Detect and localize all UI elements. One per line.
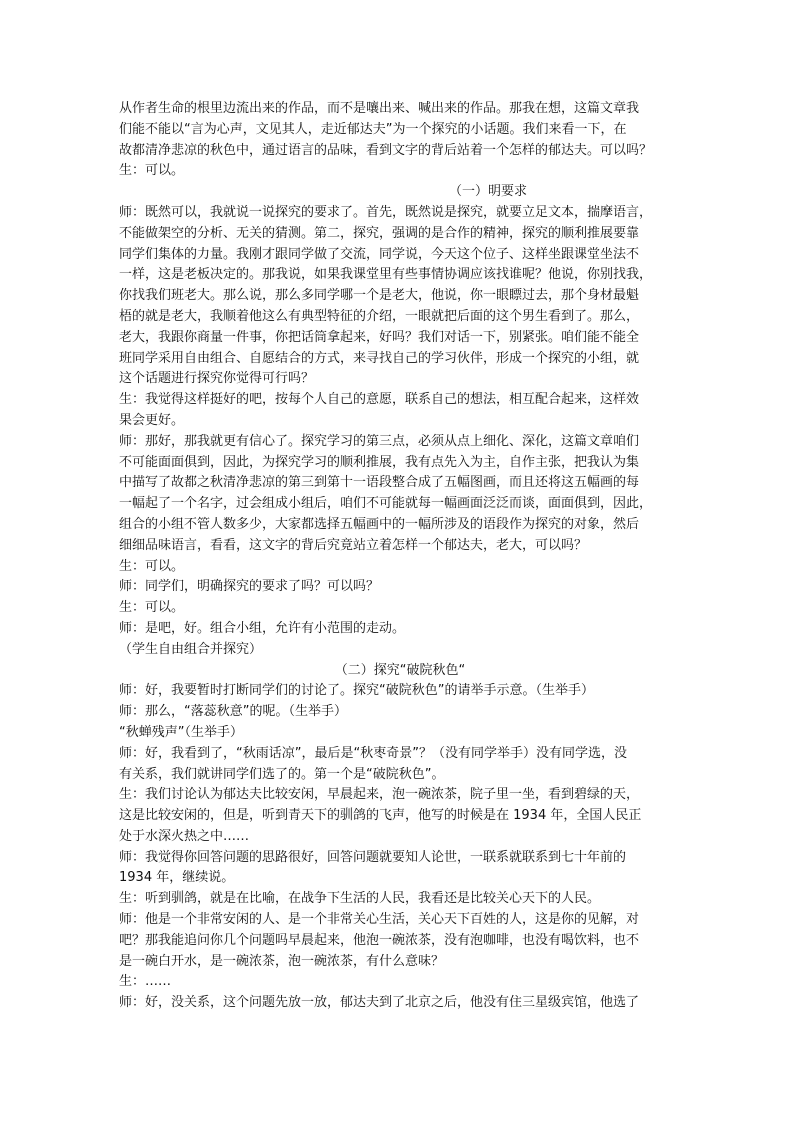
paragraph-line: 师：好，我看到了，“秋雨话凉”，最后是“秋枣奇景”？（没有同学举手）没有同学选，没 xyxy=(119,745,627,761)
paragraph-line: 不可能面面俱到，因此，为探究学习的顺利推展，我有点先入为主，自作主张，把我认为集 xyxy=(119,454,640,470)
student-reply: 生：可以。 xyxy=(119,600,185,616)
paragraph-line: 故都清净悲凉的秋色中，通过语言的品味，看到文字的背后站着一个怎样的郁达夫。可以吗？ xyxy=(119,142,653,158)
paragraph-line: 生：听到驯鸽，就是在比喻，在战争下生活的人民，我看还是比较关心天下的人民。 xyxy=(119,891,601,907)
paragraph-line: 师：同学们，明确探究的要求了吗？可以吗？ xyxy=(119,579,380,595)
paragraph-line: 你找我们班老大。那么说，那么多同学哪一个是老大，他说，你一眼瞟过去，那个身材最魁 xyxy=(119,288,640,304)
paragraph-line: 从作者生命的根里边流出来的作品，而不是嚷出来、喊出来的作品。那我在想，这篇文章我 xyxy=(119,101,640,116)
student-reply: 生：可以。 xyxy=(119,558,185,574)
student-reply: 生：…… xyxy=(119,974,172,990)
paragraph-line: 一样，这是老板决定的。那我说，如果我课堂里有些事情协调应该找谁呢？他说，你别找我， xyxy=(119,267,653,283)
paragraph-line: 师：好，没关系，这个问题先放一放，郁达夫到了北京之后，他没有住三星级宾馆，他选了 xyxy=(119,995,640,1011)
paragraph-line: “秋蝉残声”（生举手） xyxy=(119,724,243,740)
section-heading-1: （一）明要求 xyxy=(449,184,528,200)
paragraph-line: 果会更好。 xyxy=(119,412,185,428)
paragraph-line: 不能做架空的分析、无关的猜测。第二，探究，强调的是合作的精神，探究的顺利推展要靠 xyxy=(119,225,640,241)
paragraph-line: 们能不能以“言为心声，文见其人，走近郁达夫”为一个探究的小话题。我们来看一下，在 xyxy=(119,121,627,137)
paragraph-line: 处于水深火热之中…… xyxy=(119,828,250,844)
paragraph-line: 一幅起了一个名字，过会组成小组后，咱们不可能就每一幅画面泛泛而谈，面面俱到，因此， xyxy=(119,496,653,512)
paragraph-line: 梧的就是老大，我顺着他这么有典型特征的介绍，一眼就把后面的这个男生看到了。那么， xyxy=(119,308,640,324)
paragraph-line: 细细品味语言，看看，这文字的背后究竟站立着怎样一个郁达夫，老大，可以吗？ xyxy=(119,537,588,553)
paragraph-line: 生：我觉得这样挺好的吧，按每个人自己的意愿，联系自己的想法，相互配合起来，这样效 xyxy=(119,392,640,408)
paragraph-line: 是一碗白开水，是一碗浓茶，泡一碗浓茶，有什么意味？ xyxy=(119,953,445,969)
paragraph-line: 老大，我跟你商量一件事，你把话筒拿起来，好吗？我们对话一下，别紧张。咱们能不能全 xyxy=(119,329,640,345)
paragraph-line: 师：那么，“落蕊秋意”的呢。（生举手） xyxy=(119,704,347,720)
paragraph-line: 有关系，我们就讲同学们选了的。第一个是“破院秋色”。 xyxy=(119,766,445,782)
paragraph-line: 同学们集体的力量。我刚才跟同学做了交流，同学说，今天这个位子、这样坐跟课堂坐法不 xyxy=(119,246,640,262)
stage-direction: （学生自由组合并探究） xyxy=(119,641,263,657)
paragraph-line: 师：那好，那我就更有信心了。探究学习的第三点，必须从点上细化、深化，这篇文章咱们 xyxy=(119,433,640,449)
paragraph-line: 这个话题进行探究你觉得可行吗？ xyxy=(119,371,315,387)
student-reply: 生：可以。 xyxy=(119,163,185,179)
section-heading-2: （二）探究“破院秋色“ xyxy=(334,662,466,678)
paragraph-line: 师：是吧，好。组合小组，允许有小范围的走动。 xyxy=(119,620,406,636)
paragraph-line: 中描写了故都之秋清净悲凉的第三到第十一语段整合成了五幅图画，而且还将这五幅画的每 xyxy=(119,475,640,491)
paragraph-line: 组合的小组不管人数多少，大家都选择五幅画中的一幅所涉及的语段作为探究的对象，然后 xyxy=(119,516,640,532)
paragraph-line: 师：好，我要暂时打断同学们的讨论了。探究“破院秋色”的请举手示意。（生举手） xyxy=(119,683,594,699)
paragraph-line: 师：我觉得你回答问题的思路很好，回答问题就要知人论世，一联系就联系到七十年前的 xyxy=(119,849,627,865)
paragraph-line: 班同学采用自由组合、自愿结合的方式，来寻找自己的学习伙伴，形成一个探究的小组，就 xyxy=(119,350,640,366)
paragraph-line: 吧？那我能追问你几个问题吗早晨起来，他泡一碗浓茶，没有泡咖啡，也没有喝饮料，也不 xyxy=(119,932,640,948)
document-page xyxy=(119,99,681,1014)
paragraph-line: 师：既然可以，我就说一说探究的要求了。首先，既然说是探究，就要立足文本，揣摩语言， xyxy=(119,204,653,220)
paragraph-line: 这是比较安闲的，但是，听到青天下的驯鸽的飞声，他写的时候是在 1934 年，全国人民正 xyxy=(119,808,642,824)
paragraph-line: 生：我们讨论认为郁达夫比较安闲，早晨起来，泡一碗浓茶，院子里一坐，看到碧绿的天， xyxy=(119,787,640,803)
paragraph-line: 师：他是一个非常安闲的人、是一个非常关心生活，关心天下百姓的人，这是你的见解，对 xyxy=(119,912,640,928)
paragraph-line: 1934 年，继续说。 xyxy=(119,870,235,886)
